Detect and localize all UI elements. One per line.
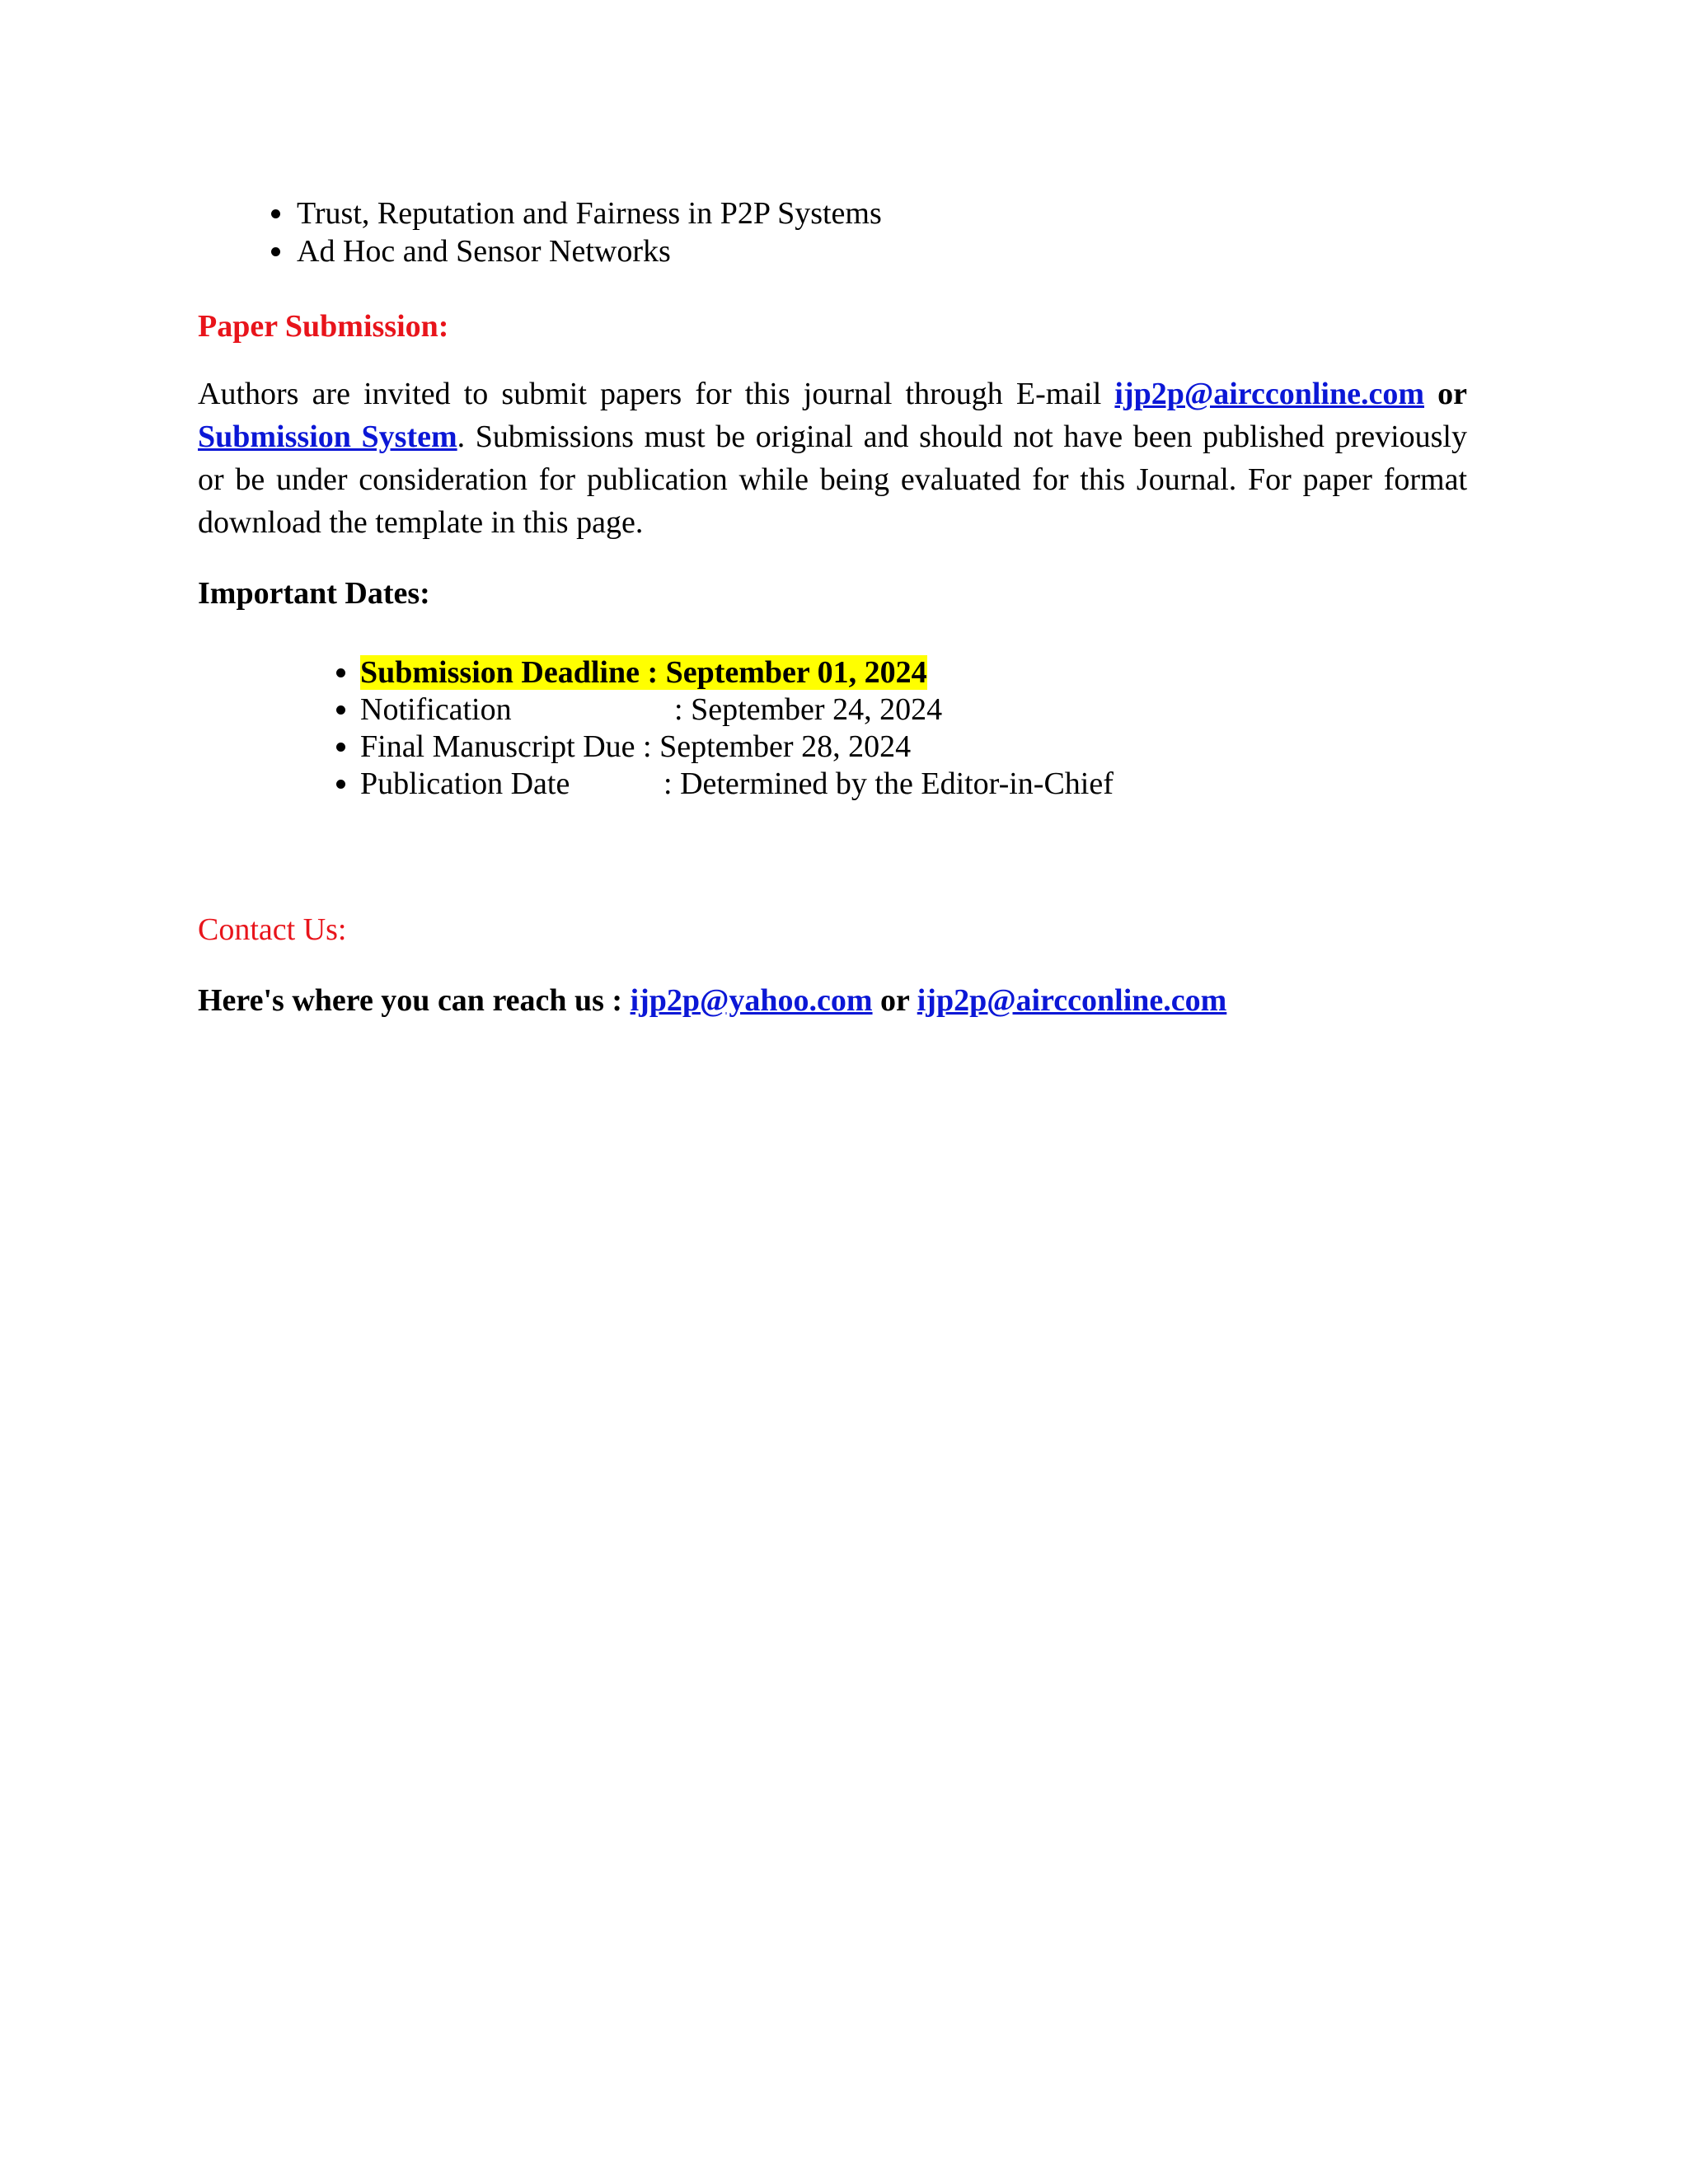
date-value: September 28, 2024	[659, 729, 912, 764]
contact-line	[198, 979, 1467, 1022]
submission-system-link[interactable]: Submission System	[198, 419, 457, 454]
contact-us-heading: Contact Us:	[198, 912, 347, 947]
paper-submission-heading: Paper Submission:	[198, 309, 449, 344]
topic-item: • Ad Hoc and Sensor Networks	[295, 232, 1467, 270]
date-value: September 01, 2024	[665, 655, 927, 690]
submission-intro: Authors are invited to submit papers for this journal through E-mail	[198, 377, 1115, 411]
dates-list	[198, 654, 1467, 803]
date-label: Submission Deadline	[360, 655, 640, 690]
submission-or: or	[1424, 377, 1467, 411]
submission-email-link[interactable]: ijp2p@aircconline.com	[1114, 377, 1424, 411]
submission-deadline-highlight: Submission Deadline : September 01, 2024	[360, 655, 927, 690]
date-item-notification: • Notification : September 24, 2024	[360, 691, 1467, 729]
date-label: Notification	[360, 692, 512, 727]
contact-or: or	[872, 983, 917, 1018]
date-value: Determined by the Editor-in-Chief	[680, 766, 1114, 801]
date-item-final-manuscript: • Final Manuscript Due : September 28, 2024	[360, 729, 1467, 766]
submission-rest: . Submissions must be original and should not have been published previously or be under consideration for publication while being evaluated for this Journal. For paper format download the template in this page.	[198, 419, 1467, 540]
date-value: September 24, 2024	[691, 692, 943, 727]
date-label: Final Manuscript Due	[360, 729, 635, 764]
important-dates-heading: Important Dates:	[198, 576, 430, 611]
topic-item: • Trust, Reputation and Fairness in P2P Systems	[295, 194, 1467, 232]
date-item-publication-date: • Publication Date : Determined by the Editor-in-Chief	[360, 766, 1467, 803]
date-item-submission-deadline	[360, 654, 1467, 691]
document-page	[198, 194, 1467, 1022]
submission-paragraph	[198, 373, 1467, 544]
contact-lead: Here's where you can reach us :	[198, 983, 631, 1018]
contact-email-airc-link[interactable]: ijp2p@aircconline.com	[917, 983, 1227, 1018]
contact-email-yahoo-link[interactable]: ijp2p@yahoo.com	[630, 983, 873, 1018]
date-label: Publication Date	[360, 766, 570, 801]
topic-list	[198, 194, 1467, 270]
